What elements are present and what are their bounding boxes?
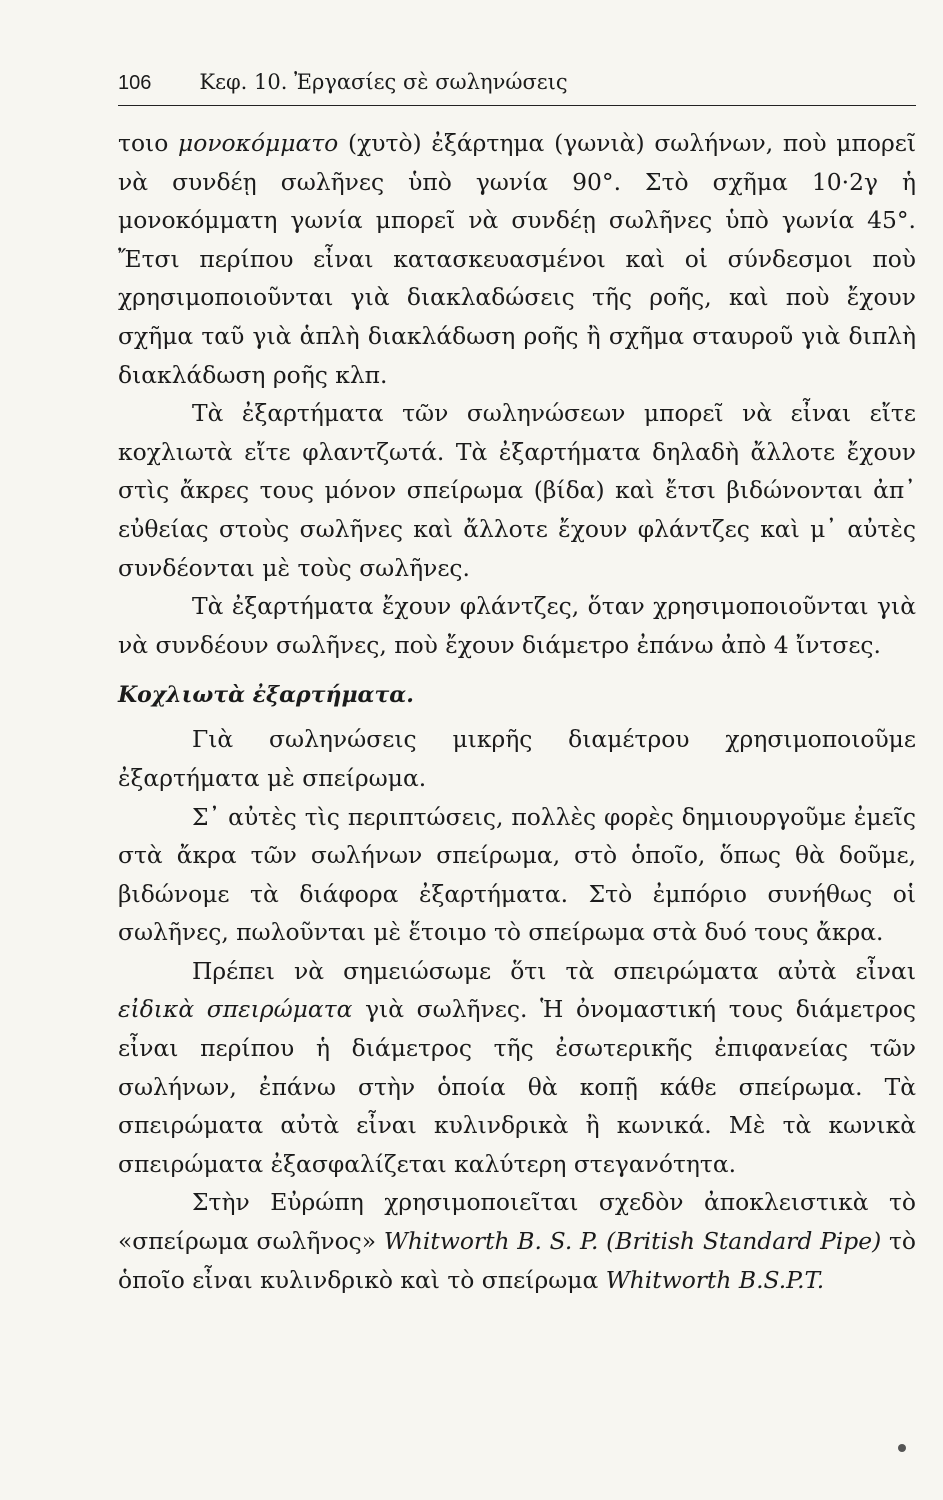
margin-dot [898,1444,906,1452]
chapter-title: Κεφ. 10. Ἐργασίες σὲ σωληνώσεις [199,70,568,94]
paragraph-4: Γιὰ σωληνώσεις μικρῆς διαμέτρου χρησιμοποιοῦμε ἐξαρτήματα μὲ σπείρωμα. [118,725,916,792]
paragraph-5: Σ᾿ αὐτὲς τὶς περιπτώσεις, πολλὲς φορὲς δημιουργοῦμε ἐμεῖς στὰ ἄκρα τῶν σωλήνων σπείρωμα, στὸ ὁποῖο, ὅπως θὰ δοῦμε, βιδώνομε τὰ διάφορα ἐξαρτήματα. Στὸ ἐμπόριο συνήθως οἱ σωλῆνες, πωλοῦνται μὲ ἕτοιμο τὸ σπείρωμα στὰ δυό τους ἄκρα. [118,802,916,947]
paragraph-6-start: Πρέπει νὰ σημειώσωμε ὅτι τὰ σπειρώματα αὐτὰ εἶναι [192,956,916,985]
section-heading: Κοχλιωτὰ ἐξαρτήματα. [118,682,414,709]
paragraph-6-emphasis: εἰδικὰ σπειρώματα [118,995,353,1024]
paragraph-1-end: (χυτὸ) ἐξάρτημα (γωνιὰ) σωλήνων, ποὺ μπορεῖ νὰ συνδέῃ σωλῆνες ὑπὸ γωνία 90°. Στὸ σχῆμα 10·2γ ἡ μονοκόμματη γωνία μπορεῖ νὰ συνδέῃ σωλῆνες ὑπὸ γωνία 45°. Ἔτσι περίπου εἶναι κατασκευασμένοι καὶ οἱ σύνδεσμοι ποὺ χρησιμοποιοῦνται γιὰ διακλαδώσεις τῆς ροῆς, καὶ ποὺ ἔχουν σχῆμα ταῦ γιὰ ἁπλὴ διακλάδωση ροῆς ἢ σχῆμα σταυροῦ γιὰ διπλὴ διακλάδωση ροῆς κλπ. [118,129,916,389]
paragraph-1-start: τοιο [118,129,179,157]
running-head [118,70,916,106]
paragraph-7-emphasis-2: Whitworth B.S.P.T. [605,1265,825,1294]
paragraph-7-start: Στὴν Εὐρώπη χρησιμοποιεῖται σχεδὸν ἀποκλειστικὰ τὸ «σπείρωμα σωλῆνος» [118,1188,916,1256]
paragraph-2: Τὰ ἐξαρτήματα τῶν σωληνώσεων μπορεῖ νὰ εἶναι εἴτε κοχλιωτὰ εἴτε φλαντζωτά. Τὰ ἐξαρτήματα δηλαδὴ ἄλλοτε ἔχουν στὶς ἄκρες τους μόνον σπείρωμα (βίδα) καὶ ἔτσι βιδώνονται ἀπ᾿ εὐθείας στοὺς σωλῆνες καὶ ἄλλοτε ἔχουν φλάντζες καὶ μ᾿ αὐτὲς συνδέονται μὲ τοὺς σωλῆνες. [118,399,916,582]
paragraph-6-end: γιὰ σωλῆνες. Ἡ ὀνομαστική τους διάμετρος εἶναι περίπου ἡ διάμετρος τῆς ἐσωτερικῆς ἐπιφανείας τῶν σωλήνων, ἐπάνω στὴν ὁποία θὰ κοπῇ κάθε σπείρωμα. Τὰ σπειρώματα αὐτὰ εἶναι κυλινδρικὰ ἢ κωνικά. Μὲ τὰ κωνικὰ σπειρώματα ἐξασφαλίζεται καλύτερη στεγανότητα. [118,995,916,1178]
paragraph-3: Τὰ ἐξαρτήματα ἔχουν φλάντζες, ὅταν χρησιμοποιοῦνται γιὰ νὰ συνδέουν σωλῆνες, ποὺ ἔχουν διάμετρο ἐπάνω ἀπὸ 4 ἴντσες. [118,592,916,659]
paragraph-1-emphasis: μονοκόμματο [178,129,339,157]
paragraph-7 [118,1183,916,1299]
paragraph-6 [118,952,916,1184]
paragraph-1 [118,124,916,394]
paragraph-7-middle: τὸ ὁποῖο εἶναι κυλινδρικὸ καὶ τὸ σπείρωμα [118,1227,916,1294]
paragraph-7-emphasis-1: Whitworth B. S. P. (British Standard Pipe) [383,1227,882,1256]
body-text [118,124,916,1299]
page-number: 106 [118,72,152,94]
